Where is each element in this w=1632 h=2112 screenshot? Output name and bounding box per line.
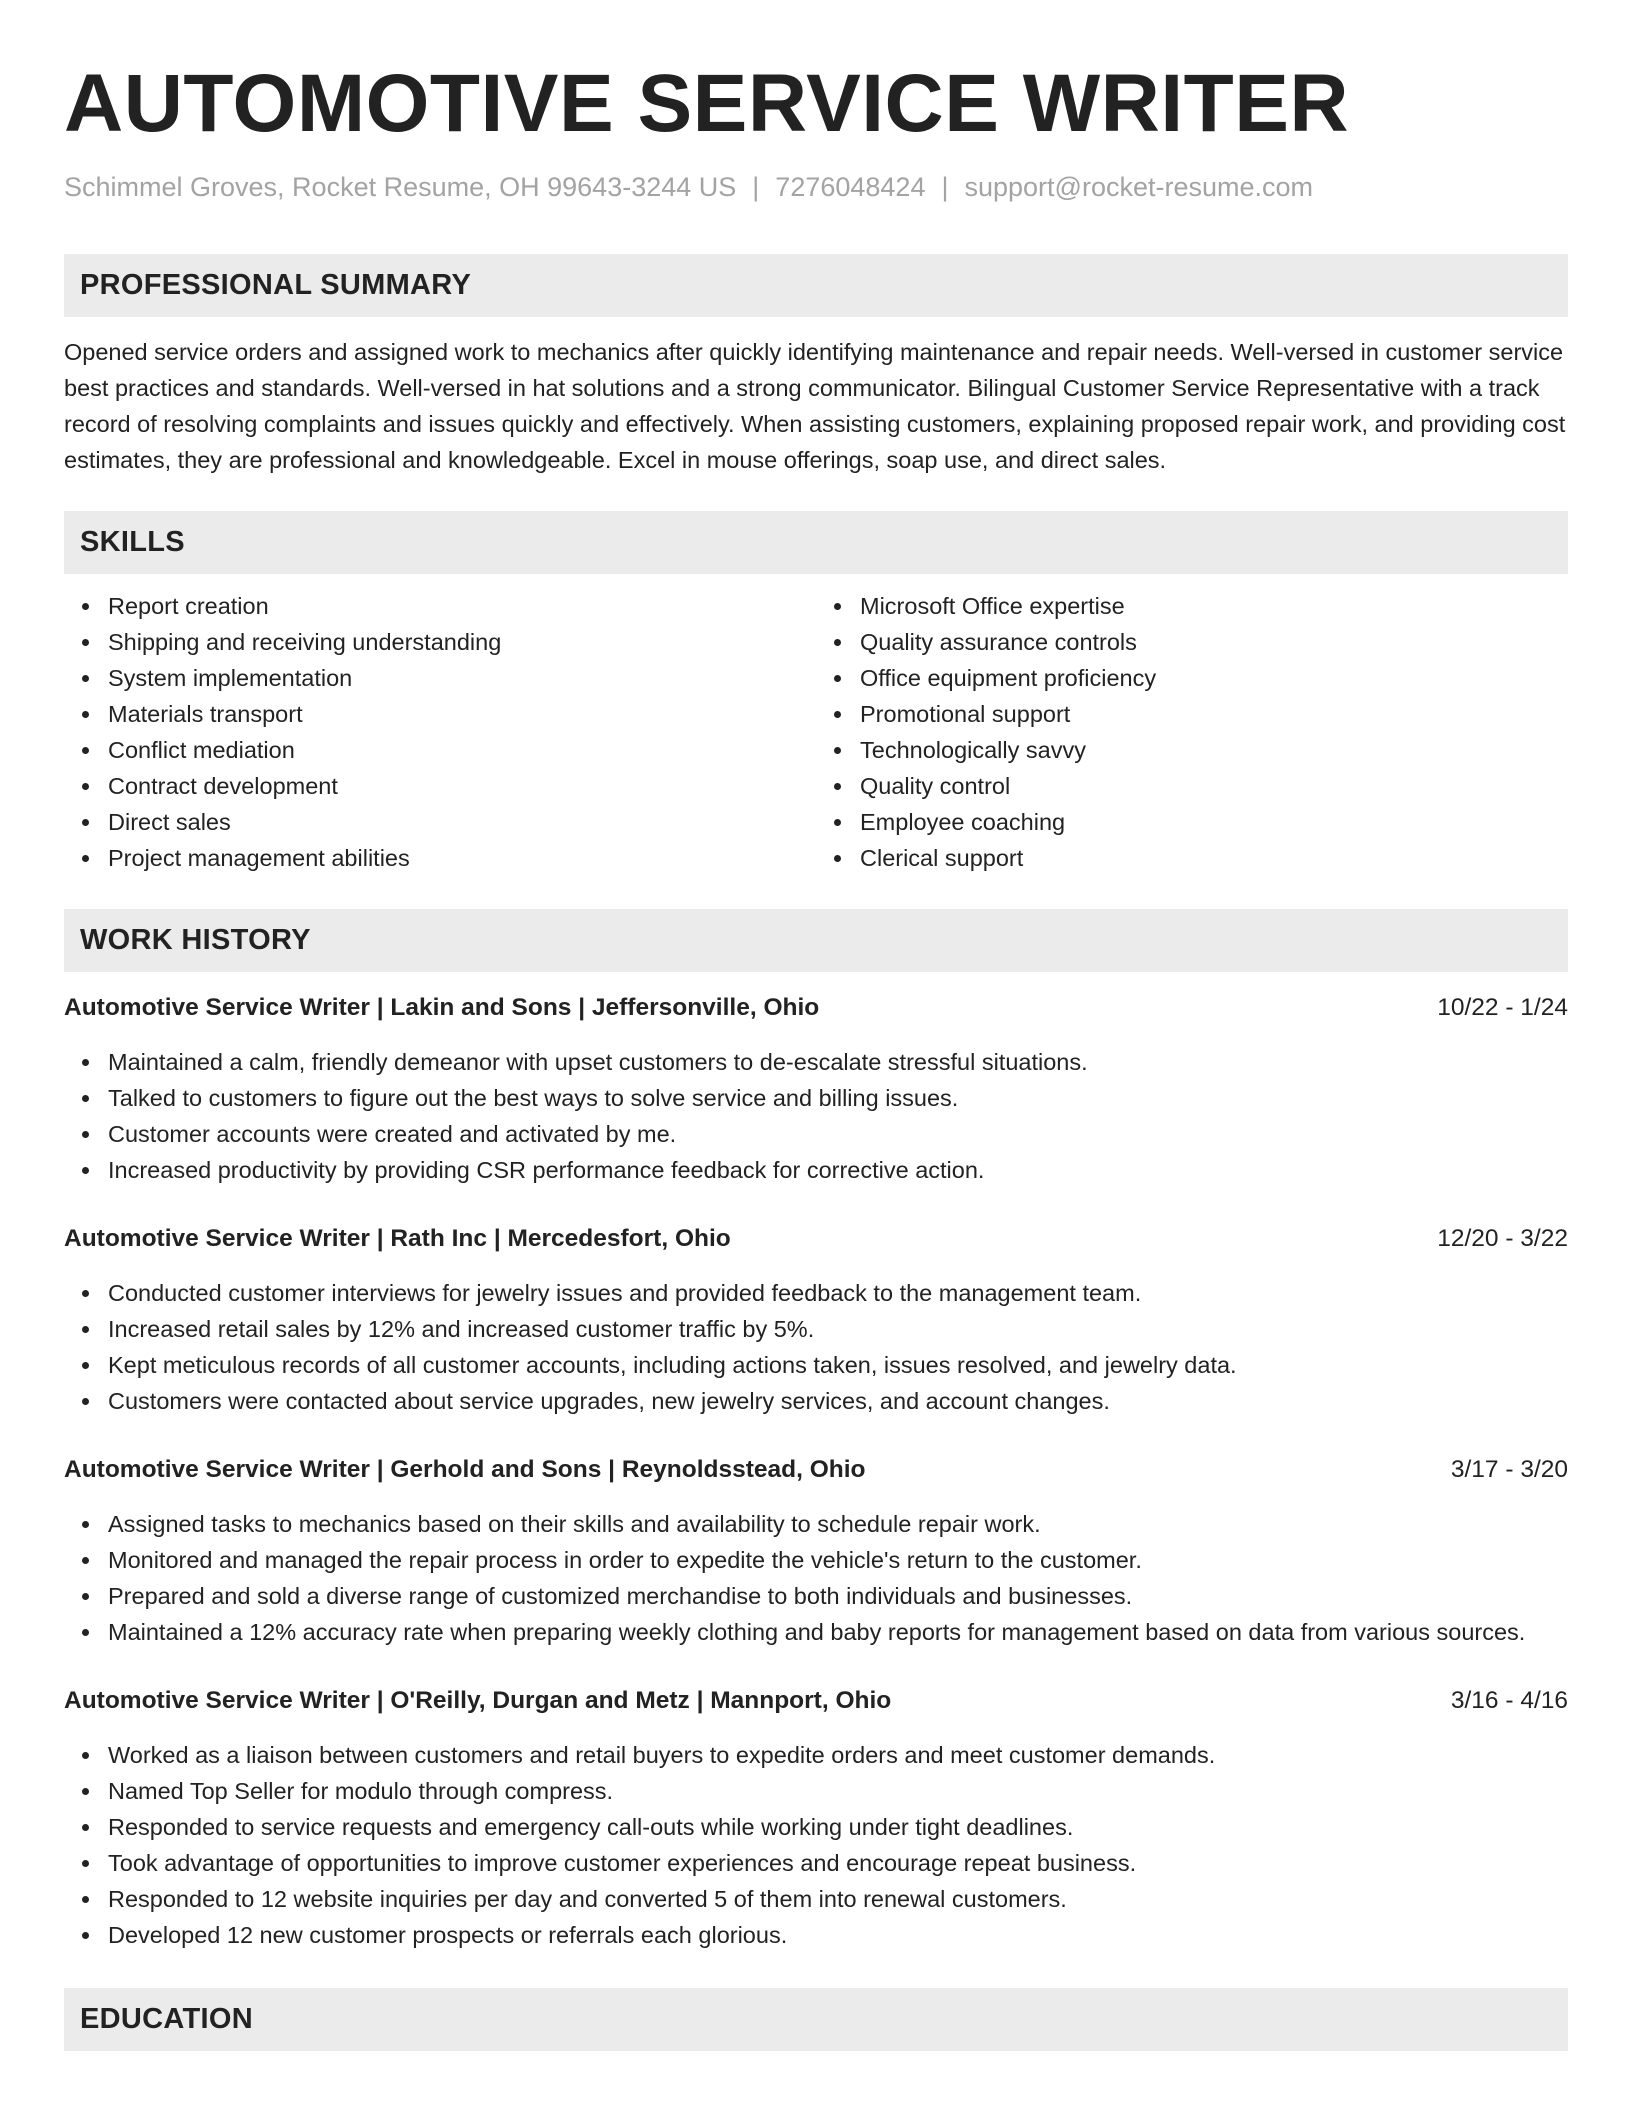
skill-item: Direct sales	[108, 804, 816, 840]
job-bullet: Maintained a calm, friendly demeanor with upset customers to de-escalate stressful situations.	[108, 1044, 1568, 1080]
job-bullet: Kept meticulous records of all customer accounts, including actions taken, issues resolved, and jewelry data.	[108, 1347, 1568, 1383]
skills-section	[64, 511, 1568, 876]
skill-item: Shipping and receiving understanding	[108, 624, 816, 660]
job-bullet: Developed 12 new customer prospects or referrals each glorious.	[108, 1917, 1568, 1953]
job-dates: 3/16 - 4/16	[1450, 1687, 1568, 1714]
skill-item: System implementation	[108, 660, 816, 696]
section-title-professional-summary: PROFESSIONAL SUMMARY	[64, 254, 1568, 317]
job-dates: 12/20 - 3/22	[1437, 1225, 1568, 1252]
job-bullet: Customer accounts were created and activated by me.	[108, 1116, 1568, 1152]
work-history-section	[64, 909, 1568, 1953]
job-bullet: Conducted customer interviews for jewelry issues and provided feedback to the management team.	[108, 1275, 1568, 1311]
job-bullet: Named Top Seller for modulo through compress.	[108, 1773, 1568, 1809]
skill-item: Contract development	[108, 768, 816, 804]
job-header	[64, 1452, 1568, 1488]
job-bullet: Assigned tasks to mechanics based on their skills and availability to schedule repair work.	[108, 1506, 1568, 1542]
skill-item: Office equipment proficiency	[860, 660, 1568, 696]
job-bullets	[64, 1506, 1568, 1650]
job-bullet: Prepared and sold a diverse range of customized merchandise to both individuals and businesses.	[108, 1578, 1568, 1614]
skill-item: Project management abilities	[108, 840, 816, 876]
skill-item: Promotional support	[860, 696, 1568, 732]
skills-list-right	[816, 588, 1568, 876]
job-bullet: Responded to service requests and emergency call-outs while working under tight deadlines.	[108, 1809, 1568, 1845]
contact-email[interactable]: support@rocket-resume.com	[964, 172, 1314, 202]
skill-item: Microsoft Office expertise	[860, 588, 1568, 624]
job-entry	[64, 1683, 1568, 1953]
job-title: Automotive Service Writer | Gerhold and Sons | Reynoldsstead, Ohio	[64, 1456, 866, 1483]
section-title-work-history: WORK HISTORY	[64, 909, 1568, 972]
job-header	[64, 1683, 1568, 1719]
job-entry	[64, 1452, 1568, 1650]
job-title: Automotive Service Writer | Lakin and Sons | Jeffersonville, Ohio	[64, 994, 820, 1021]
job-header	[64, 990, 1568, 1026]
job-bullets	[64, 1275, 1568, 1419]
summary-text: Opened service orders and assigned work to mechanics after quickly identifying maintenance and repair needs. Well-versed in customer service best practices and standards. Well-versed in hat solutions and a strong communicator. Bilingual Customer Service Representative with a track record of resolving complaints and issues quickly and effectively. When assisting customers, explaining proposed repair work, and providing cost estimates, they are professional and knowledgeable. Excel in mouse offerings, soap use, and direct sales.	[64, 339, 1566, 473]
job-header	[64, 1221, 1568, 1257]
section-title-skills: SKILLS	[64, 511, 1568, 574]
job-title: Automotive Service Writer | Rath Inc | Mercedesfort, Ohio	[64, 1225, 731, 1252]
job-dates: 3/17 - 3/20	[1450, 1456, 1568, 1483]
job-bullets	[64, 1044, 1568, 1188]
section-title-education: EDUCATION	[64, 1988, 1568, 2051]
job-bullet: Took advantage of opportunities to improve customer experiences and encourage repeat business.	[108, 1845, 1568, 1881]
candidate-name: AUTOMOTIVE SERVICE WRITER	[64, 58, 1350, 149]
job-bullet: Worked as a liaison between customers and retail buyers to expedite orders and meet customer demands.	[108, 1737, 1568, 1773]
job-title: Automotive Service Writer | O'Reilly, Durgan and Metz | Mannport, Ohio	[64, 1687, 892, 1714]
skill-item: Conflict mediation	[108, 732, 816, 768]
job-bullet: Talked to customers to figure out the best ways to solve service and billing issues.	[108, 1080, 1568, 1116]
job-entry	[64, 990, 1568, 1188]
skill-item: Materials transport	[108, 696, 816, 732]
job-bullet: Increased retail sales by 12% and increased customer traffic by 5%.	[108, 1311, 1568, 1347]
resume-page	[64, 0, 1568, 2051]
contact-separator: |	[941, 172, 949, 202]
job-bullet: Monitored and managed the repair process in order to expedite the vehicle's return to the customer.	[108, 1542, 1568, 1578]
job-bullet: Responded to 12 website inquiries per day and converted 5 of them into renewal customers.	[108, 1881, 1568, 1917]
skill-item: Report creation	[108, 588, 816, 624]
job-bullet: Increased productivity by providing CSR performance feedback for corrective action.	[108, 1152, 1568, 1188]
contact-line	[64, 170, 1568, 204]
skill-item: Clerical support	[860, 840, 1568, 876]
job-bullets	[64, 1737, 1568, 1953]
contact-address: Schimmel Groves, Rocket Resume, OH 99643-3244 US	[64, 172, 737, 202]
professional-summary-section	[64, 254, 1568, 478]
education-section	[64, 1988, 1568, 2051]
skills-list-left	[64, 588, 816, 876]
skills-columns	[64, 588, 1568, 876]
skill-item: Employee coaching	[860, 804, 1568, 840]
job-entry	[64, 1221, 1568, 1419]
job-bullet: Customers were contacted about service upgrades, new jewelry services, and account changes.	[108, 1383, 1568, 1419]
skill-item: Technologically savvy	[860, 732, 1568, 768]
skill-item: Quality assurance controls	[860, 624, 1568, 660]
contact-separator: |	[752, 172, 760, 202]
contact-phone[interactable]: 7276048424	[775, 172, 926, 202]
skill-item: Quality control	[860, 768, 1568, 804]
job-bullet: Maintained a 12% accuracy rate when preparing weekly clothing and baby reports for management based on data from various sources.	[108, 1614, 1568, 1650]
job-dates: 10/22 - 1/24	[1437, 994, 1568, 1021]
